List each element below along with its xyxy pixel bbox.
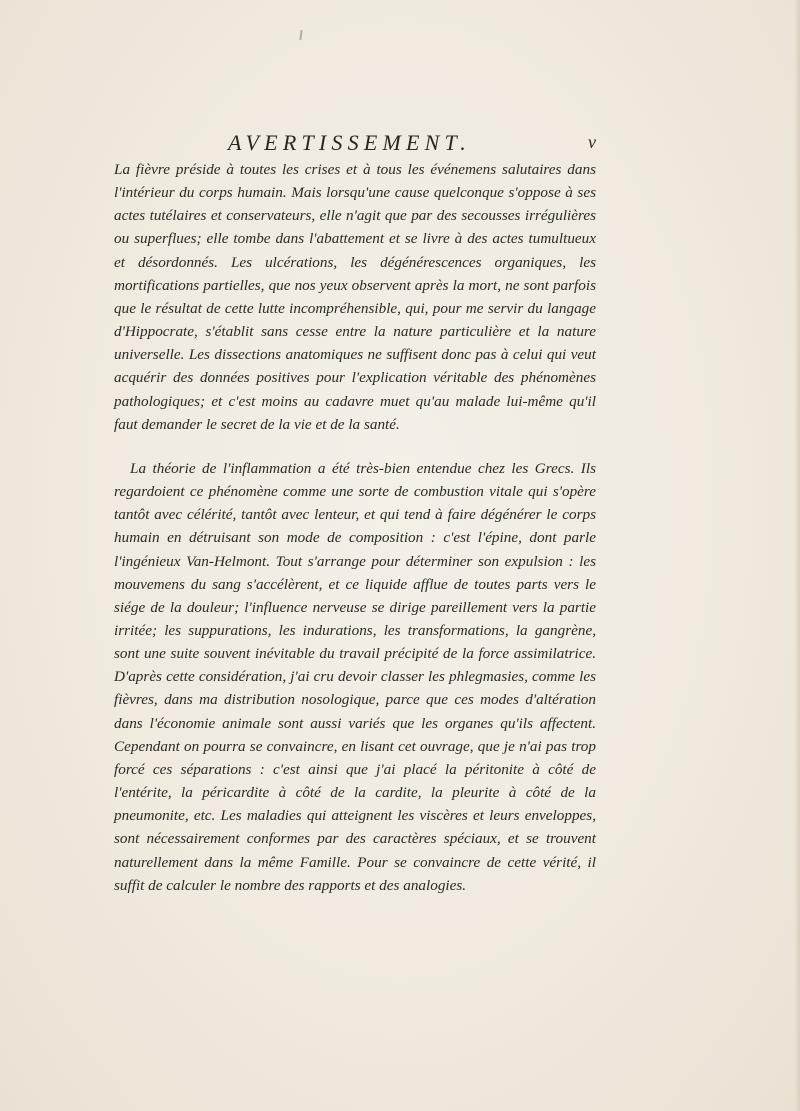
ink-mark: [299, 30, 302, 40]
paragraph-2: La théorie de l'inflammation a été très-bien entendue chez les Grecs. Ils regardoient ce phénomène comme une sorte de combustion vitale qui s'opère tantôt avec célérité, tantôt avec lenteur, et qui tend à faire dégénérer le corps humain en détruisant son mode de composition : c'est l'épine, dont parle l'ingénieux Van-Helmont. Tout s'arrange pour déterminer son expulsion : les mouvemens du sang s'accélèrent, et ce liquide afflue de toutes parts vers le siége de la douleur; l'influence nerveuse se dirige pareillement vers la partie irritée; les suppurations, les indurations, les transformations, la gangrène, sont une suite souvent inévitable du travail précipité de la force assimilatrice. D'après cette considération, j'ai cru devoir classer les phlegmasies, comme les fièvres, dans ma distribution nosologique, parce que ces modes d'altération dans l'économie animale sont aussi variés que les organes qu'ils affectent. Cependant on pourra se convaincre, en lisant cet ouvrage, que je n'ai pas trop forcé ces séparations : c'est ainsi que j'ai placé la péritonite à côté de l'entérite, la péricardite à côté de la cardite, la pleurite à côté de la pneumonite, etc. Les maladies qui atteignent les viscères et leurs enveloppes, sont nécessairement conformes par des caractères spéciaux, et se trouvent naturellement dans la même Famille. Pour se convaincre de cette vérité, il suffit de calculer le nombre des rapports et des analogies.: [114, 459, 596, 894]
body-text: [114, 158, 596, 897]
page-edge-shadow: [794, 0, 800, 1111]
page-number: v: [588, 132, 596, 152]
paragraph-1: La fièvre préside à toutes les crises et à tous les événemens salutaires dans l'intérieur du corps humain. Mais lorsqu'une cause quelconque s'oppose à ses actes tutélaires et conservateurs, elle n'agit que par des secousses irrégulières ou superflues; elle tombe dans l'abattement et se livre à des actes tumultueux et désordonnés. Les ulcérations, les dégénérescences organiques, les mortifications partielles, que nos yeux observent après la mort, ne sont parfois que le résultat de cette lutte incompréhensible, qui, pour me servir du langage d'Hippocrate, s'établit sans cesse entre la nature particulière et la nature universelle. Les dissections anatomiques ne suffisent donc pas à celui qui veut acquérir des données positives pour l'explication véritable des phénomènes pathologiques; et c'est moins au cadavre muet qu'au malade lui-même qu'il faut demander le secret de la vie et de la santé.: [114, 161, 596, 433]
page-heading: AVERTISSEMENT.: [228, 130, 471, 155]
running-head: [0, 130, 800, 160]
